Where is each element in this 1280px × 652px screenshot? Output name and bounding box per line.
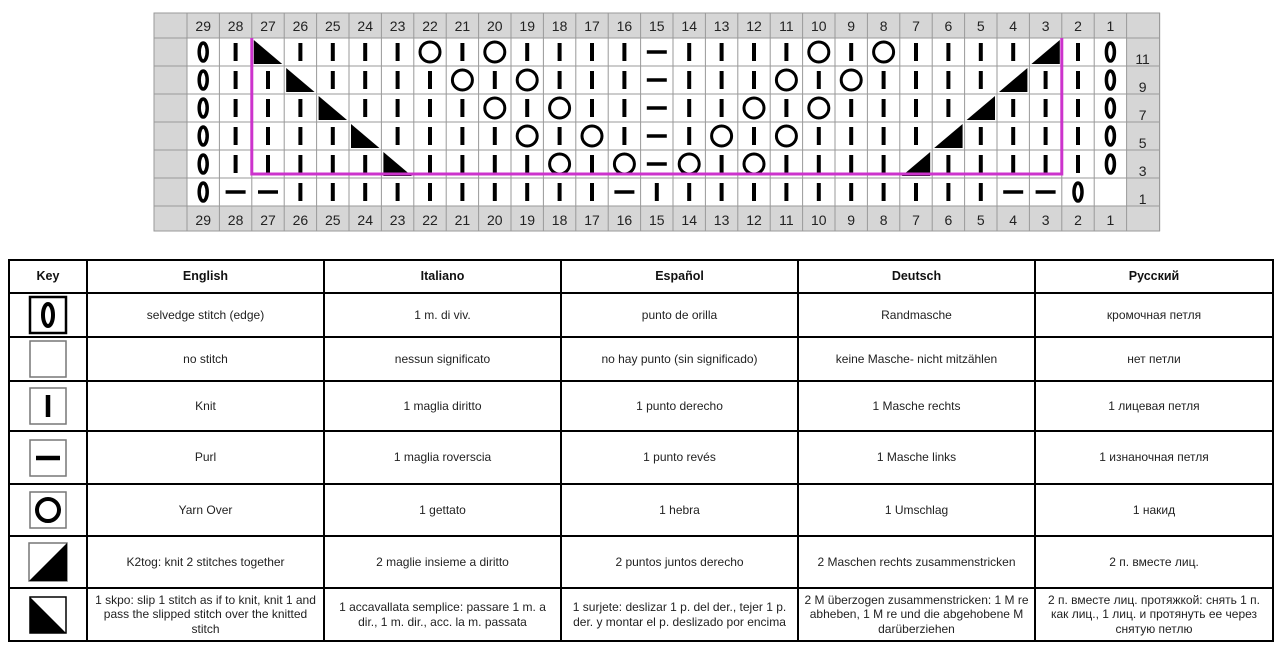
legend-cell: 1 punto revés [561, 431, 798, 484]
legend-cell: 2 puntos juntos derecho [561, 536, 798, 588]
legend-cell: no stitch [87, 337, 324, 381]
k2tog-icon [27, 541, 69, 583]
column-number: 6 [944, 212, 953, 228]
purl-key [9, 431, 87, 484]
column-number: 18 [551, 212, 568, 228]
column-number: 13 [713, 18, 730, 34]
column-number: 27 [260, 212, 276, 228]
legend-cell: 1 maglia diritto [324, 381, 561, 431]
column-number: 23 [389, 212, 406, 228]
legend-header-espanol: Español [561, 260, 798, 293]
legend-cell: 1 лицевая петля [1035, 381, 1273, 431]
legend-cell: Purl [87, 431, 324, 484]
yarn-over-icon [28, 490, 68, 530]
column-number: 12 [746, 212, 762, 228]
column-number: 7 [912, 18, 920, 34]
legend-cell: 1 Masche rechts [798, 381, 1035, 431]
legend-row-no-stitch [9, 337, 1273, 381]
column-number: 17 [584, 212, 600, 228]
column-number: 24 [357, 18, 373, 34]
column-number: 24 [357, 212, 373, 228]
legend-cell: keine Masche- nicht mitzählen [798, 337, 1035, 381]
column-number: 20 [487, 18, 503, 34]
legend-cell: 1 накид [1035, 484, 1273, 536]
legend-cell: 1 изнаночная петля [1035, 431, 1273, 484]
legend-cell: 2 п. вместе лиц. [1035, 536, 1273, 588]
column-number: 19 [519, 212, 535, 228]
legend-cell: нет петли [1035, 337, 1273, 381]
column-number: 19 [519, 18, 535, 34]
legend-header-english: English [87, 260, 324, 293]
legend-row-k2tog [9, 536, 1273, 588]
legend-cell: K2tog: knit 2 stitches together [87, 536, 324, 588]
knitting-chart [0, 0, 1280, 250]
column-number: 6 [944, 18, 953, 34]
column-number: 18 [551, 18, 568, 34]
column-number: 5 [976, 212, 985, 228]
column-number: 11 [779, 18, 794, 34]
column-number: 14 [681, 212, 697, 228]
legend-cell: 2 M überzogen zusammenstricken: 1 M re abheben, 1 M re und die abgehobene M darüberziehen [798, 588, 1035, 641]
column-number: 10 [811, 212, 827, 228]
column-number: 15 [649, 18, 665, 34]
yarn-over-key [9, 484, 87, 536]
column-number: 21 [454, 212, 471, 228]
column-number: 13 [713, 212, 730, 228]
column-number: 27 [260, 18, 276, 34]
column-number: 9 [847, 18, 856, 34]
legend-row-purl [9, 431, 1273, 484]
legend-header-deutsch: Deutsch [798, 260, 1035, 293]
column-number: 29 [195, 18, 211, 34]
row-number: 11 [1135, 51, 1150, 67]
column-number: 5 [976, 18, 985, 34]
row-number: 9 [1138, 79, 1147, 95]
legend-cell: 1 gettato [324, 484, 561, 536]
legend-cell: 1 skpo: slip 1 stitch as if to knit, knit 1 and pass the slipped stitch over the knitted stitch [87, 588, 324, 641]
knit-key [9, 381, 87, 431]
column-number: 23 [389, 18, 406, 34]
column-number: 17 [584, 18, 600, 34]
column-number: 9 [847, 212, 856, 228]
row-number: 5 [1138, 135, 1147, 151]
legend-cell: 2 maglie insieme a diritto [324, 536, 561, 588]
column-number: 28 [227, 212, 244, 228]
column-number: 2 [1074, 18, 1082, 34]
legend-header-row [9, 260, 1273, 293]
legend-cell: Knit [87, 381, 324, 431]
legend-cell: 1 Umschlag [798, 484, 1035, 536]
column-number: 2 [1074, 212, 1082, 228]
column-number: 22 [422, 18, 438, 34]
column-number: 15 [649, 212, 665, 228]
column-number: 29 [195, 212, 211, 228]
column-number: 4 [1009, 18, 1018, 34]
row-number: 3 [1138, 163, 1147, 179]
column-number: 26 [292, 212, 309, 228]
column-number: 8 [879, 18, 888, 34]
selvedge-key [9, 293, 87, 337]
legend-header-russian: Русский [1035, 260, 1273, 293]
column-number: 25 [325, 18, 341, 34]
row-number: 7 [1138, 107, 1147, 123]
legend-cell: 2 Maschen rechts zusammenstricken [798, 536, 1035, 588]
legend-cell: Yarn Over [87, 484, 324, 536]
legend-row-knit [9, 381, 1273, 431]
legend-cell: 1 m. di viv. [324, 293, 561, 337]
legend-cell: 1 surjete: deslizar 1 p. del der., tejer 1 p. der. y montar el p. deslizado por encima [561, 588, 798, 641]
column-number: 1 [1106, 18, 1115, 34]
legend-row-yarn-over [9, 484, 1273, 536]
legend-cell: 1 punto derecho [561, 381, 798, 431]
legend-cell: 1 accavallata semplice: passare 1 m. a dir., 1 m. dir., acc. la m. passata [324, 588, 561, 641]
column-number: 12 [746, 18, 762, 34]
legend-cell: no hay punto (sin significado) [561, 337, 798, 381]
legend-cell: punto de orilla [561, 293, 798, 337]
skpo-icon [28, 595, 68, 635]
column-number: 28 [227, 18, 244, 34]
legend-cell: nessun significato [324, 337, 561, 381]
row-number: 1 [1138, 191, 1147, 207]
column-number: 3 [1041, 212, 1050, 228]
column-number: 20 [487, 212, 503, 228]
legend-cell: кромочная петля [1035, 293, 1273, 337]
column-number: 21 [454, 18, 471, 34]
selvedge-icon [28, 295, 68, 335]
column-number: 25 [325, 212, 341, 228]
column-number: 22 [422, 212, 438, 228]
column-number: 1 [1106, 212, 1115, 228]
legend-cell: 1 Masche links [798, 431, 1035, 484]
legend-cell: 1 hebra [561, 484, 798, 536]
legend-cell: 2 п. вместе лиц. протяжкой: снять 1 п. как лиц., 1 лиц. и протянуть ее через снятую петлю [1035, 588, 1273, 641]
empty-square-icon [28, 339, 68, 379]
legend-cell: Randmasche [798, 293, 1035, 337]
column-number: 3 [1041, 18, 1050, 34]
column-number: 8 [879, 212, 888, 228]
legend-header-key: Key [9, 260, 87, 293]
legend-cell: selvedge stitch (edge) [87, 293, 324, 337]
legend-row-selvedge [9, 293, 1273, 337]
column-number: 16 [616, 212, 633, 228]
knit-icon [28, 386, 68, 426]
column-number: 16 [616, 18, 633, 34]
legend-cell: 1 maglia roverscia [324, 431, 561, 484]
column-number: 11 [779, 212, 794, 228]
legend-header-italiano: Italiano [324, 260, 561, 293]
legend-row-skpo [9, 588, 1273, 641]
column-number: 14 [681, 18, 697, 34]
purl-icon [28, 438, 68, 478]
skpo-key [9, 588, 87, 641]
column-number: 26 [292, 18, 309, 34]
column-number: 4 [1009, 212, 1018, 228]
no-stitch-key [9, 337, 87, 381]
legend-table [8, 259, 1274, 642]
k2tog-key [9, 536, 87, 588]
column-number: 7 [912, 212, 920, 228]
column-number: 10 [811, 18, 827, 34]
